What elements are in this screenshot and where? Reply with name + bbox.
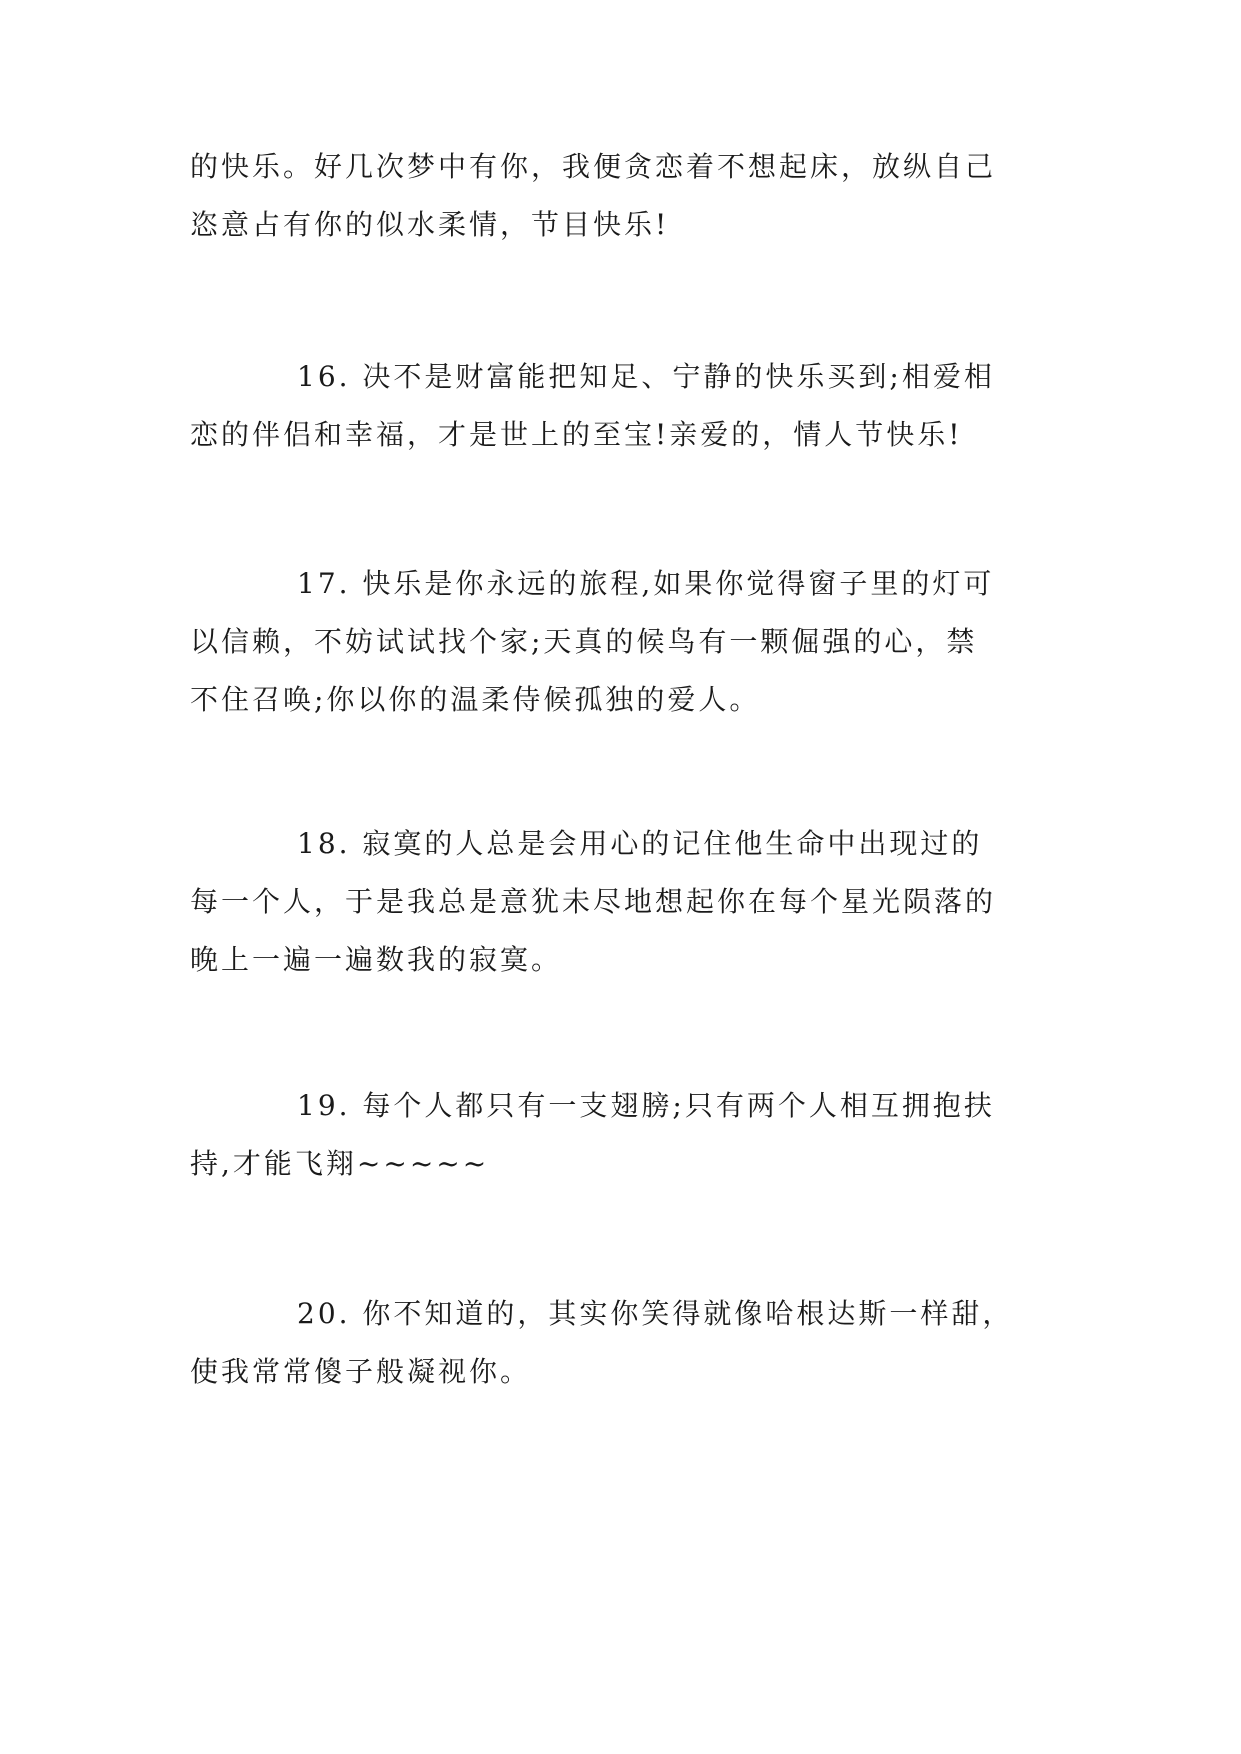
paragraph-line: 持,才能飞翔~~~~~ xyxy=(190,1147,490,1180)
paragraph-15-continued xyxy=(190,138,1055,254)
paragraph-line: 恣意占有你的似水柔情，节目快乐! xyxy=(190,208,670,241)
paragraph-line: 每一个人，于是我总是意犹未尽地想起你在每个星光陨落的 xyxy=(190,885,997,918)
paragraph-line: 18. 寂寞的人总是会用心的记住他生命中出现过的 xyxy=(297,827,983,860)
paragraph-18 xyxy=(190,815,1055,989)
paragraph-16 xyxy=(190,348,1055,464)
paragraph-line: 使我常常傻子般凝视你。 xyxy=(190,1355,532,1388)
paragraph-line: 晚上一遍一遍数我的寂寞。 xyxy=(190,943,563,976)
paragraph-line: 的快乐。好几次梦中有你，我便贪恋着不想起床，放纵自己 xyxy=(190,150,997,183)
paragraph-line: 17. 快乐是你永远的旅程,如果你觉得窗子里的灯可 xyxy=(297,567,995,600)
paragraph-line: 以信赖，不妨试试找个家;天真的候鸟有一颗倔强的心，禁 xyxy=(190,625,978,658)
paragraph-line: 19. 每个人都只有一支翅膀;只有两个人相互拥抱扶 xyxy=(297,1089,995,1122)
paragraph-line: 恋的伴侣和幸福，才是世上的至宝!亲爱的，情人节快乐! xyxy=(190,418,963,451)
paragraph-line: 不住召唤;你以你的温柔侍候孤独的爱人。 xyxy=(190,683,761,716)
paragraph-20 xyxy=(190,1285,1055,1401)
paragraph-17 xyxy=(190,555,1055,729)
paragraph-line: 16. 决不是财富能把知足、宁静的快乐买到;相爱相 xyxy=(297,360,995,393)
paragraph-line: 20. 你不知道的，其实你笑得就像哈根达斯一样甜， xyxy=(297,1297,1014,1330)
paragraph-19 xyxy=(190,1077,1055,1193)
